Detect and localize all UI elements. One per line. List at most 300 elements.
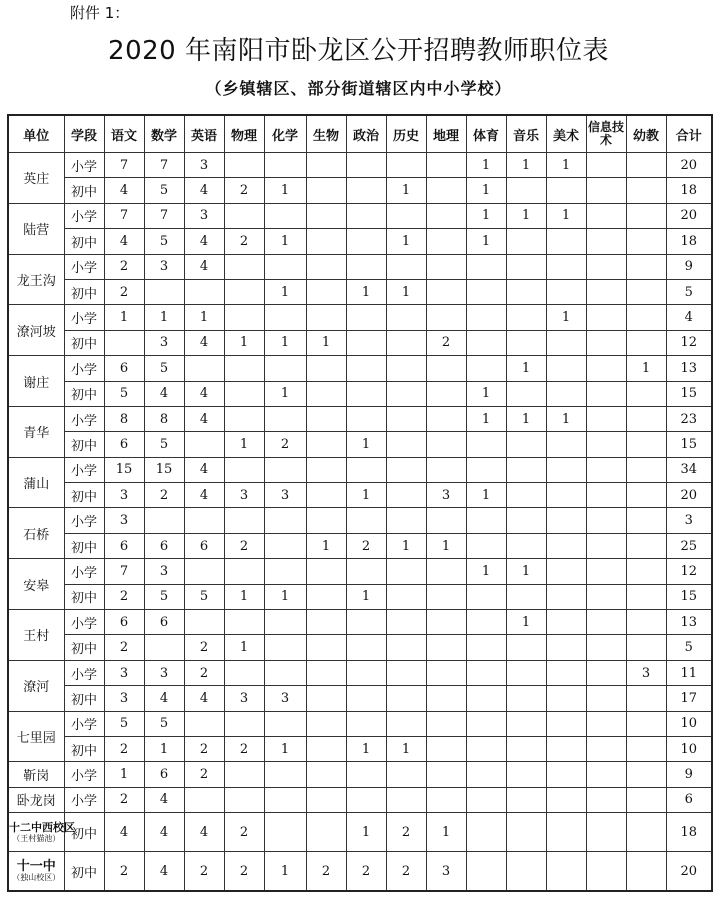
count-cell: 1: [386, 229, 426, 254]
total-cell: 5: [666, 279, 712, 304]
count-cell: [506, 229, 546, 254]
count-cell: [586, 381, 626, 406]
count-cell: 1: [224, 330, 264, 355]
count-cell: [626, 203, 666, 228]
count-cell: [506, 381, 546, 406]
count-cell: [386, 153, 426, 178]
total-cell: 11: [666, 660, 712, 685]
count-cell: [626, 508, 666, 533]
count-cell: 2: [144, 483, 184, 508]
count-cell: 4: [144, 852, 184, 892]
count-cell: [586, 533, 626, 558]
count-cell: [546, 813, 586, 852]
header-cell: 生物: [306, 115, 346, 153]
count-cell: [586, 711, 626, 736]
count-cell: [506, 508, 546, 533]
count-cell: [546, 660, 586, 685]
count-cell: 1: [346, 279, 386, 304]
count-cell: 1: [506, 203, 546, 228]
header-cell: 体育: [466, 115, 506, 153]
count-cell: [224, 508, 264, 533]
count-cell: [346, 229, 386, 254]
count-cell: [346, 457, 386, 482]
table-row: [8, 787, 712, 812]
count-cell: [466, 711, 506, 736]
count-cell: [586, 813, 626, 852]
count-cell: [346, 381, 386, 406]
count-cell: [306, 787, 346, 812]
count-cell: 3: [264, 686, 306, 711]
page-subtitle: （乡镇辖区、部分街道辖区内中小学校）: [205, 79, 512, 98]
count-cell: 6: [144, 533, 184, 558]
count-cell: 2: [224, 229, 264, 254]
count-cell: [306, 584, 346, 609]
count-cell: [466, 330, 506, 355]
total-cell: 25: [666, 533, 712, 558]
header-cell: 物理: [224, 115, 264, 153]
count-cell: 4: [104, 229, 144, 254]
count-cell: [386, 559, 426, 584]
count-cell: 3: [184, 203, 224, 228]
count-cell: [466, 457, 506, 482]
count-cell: 7: [104, 203, 144, 228]
count-cell: [184, 508, 224, 533]
unit-cell: 潦河: [8, 660, 64, 711]
header-cell: 英语: [184, 115, 224, 153]
count-cell: [346, 660, 386, 685]
count-cell: 1: [546, 153, 586, 178]
table-body: [8, 153, 712, 892]
table-row: [8, 635, 712, 660]
total-cell: 10: [666, 711, 712, 736]
table-row: [8, 356, 712, 381]
count-cell: [306, 381, 346, 406]
count-cell: 1: [466, 203, 506, 228]
count-cell: 1: [466, 178, 506, 203]
count-cell: [346, 711, 386, 736]
count-cell: [626, 381, 666, 406]
count-cell: [224, 305, 264, 330]
count-cell: [506, 178, 546, 203]
count-cell: 1: [264, 381, 306, 406]
count-cell: [546, 559, 586, 584]
school-level-cell: 小学: [64, 787, 104, 812]
count-cell: [144, 635, 184, 660]
school-level-cell: 小学: [64, 203, 104, 228]
count-cell: 1: [386, 533, 426, 558]
count-cell: 4: [104, 178, 144, 203]
count-cell: [426, 711, 466, 736]
count-cell: 1: [506, 356, 546, 381]
count-cell: [264, 559, 306, 584]
table-row: [8, 305, 712, 330]
count-cell: 3: [144, 559, 184, 584]
count-cell: 1: [224, 635, 264, 660]
count-cell: 2: [104, 279, 144, 304]
count-cell: [224, 457, 264, 482]
total-cell: 9: [666, 254, 712, 279]
school-level-cell: 初中: [64, 279, 104, 304]
count-cell: 5: [144, 432, 184, 457]
count-cell: 2: [224, 178, 264, 203]
count-cell: [426, 584, 466, 609]
count-cell: 2: [184, 762, 224, 787]
count-cell: [626, 584, 666, 609]
count-cell: 1: [386, 279, 426, 304]
count-cell: 1: [184, 305, 224, 330]
count-cell: 15: [144, 457, 184, 482]
unit-cell: 蒲山: [8, 457, 64, 508]
total-cell: 15: [666, 381, 712, 406]
count-cell: [426, 356, 466, 381]
count-cell: 1: [546, 203, 586, 228]
count-cell: 5: [144, 178, 184, 203]
count-cell: [184, 432, 224, 457]
count-cell: [546, 229, 586, 254]
count-cell: [626, 559, 666, 584]
count-cell: [626, 610, 666, 635]
count-cell: [346, 686, 386, 711]
count-cell: [426, 203, 466, 228]
count-cell: 1: [264, 178, 306, 203]
school-level-cell: 小学: [64, 457, 104, 482]
count-cell: 3: [184, 153, 224, 178]
count-cell: 5: [144, 711, 184, 736]
count-cell: 2: [104, 787, 144, 812]
count-cell: [224, 153, 264, 178]
count-cell: [586, 279, 626, 304]
count-cell: 6: [144, 762, 184, 787]
count-cell: [386, 457, 426, 482]
count-cell: [264, 153, 306, 178]
count-cell: [346, 153, 386, 178]
count-cell: [426, 305, 466, 330]
count-cell: 6: [104, 432, 144, 457]
count-cell: [264, 406, 306, 431]
count-cell: [466, 508, 506, 533]
count-cell: 2: [346, 533, 386, 558]
count-cell: [386, 330, 426, 355]
count-cell: [626, 711, 666, 736]
school-level-cell: 初中: [64, 686, 104, 711]
school-level-cell: 小学: [64, 305, 104, 330]
count-cell: [264, 254, 306, 279]
positions-table: [7, 114, 713, 892]
count-cell: 2: [184, 852, 224, 892]
total-cell: 18: [666, 178, 712, 203]
count-cell: [506, 736, 546, 761]
count-cell: 4: [184, 686, 224, 711]
count-cell: [626, 686, 666, 711]
count-cell: [546, 178, 586, 203]
count-cell: 1: [346, 483, 386, 508]
count-cell: [626, 254, 666, 279]
count-cell: [386, 686, 426, 711]
count-cell: 2: [104, 584, 144, 609]
count-cell: 2: [386, 813, 426, 852]
school-level-cell: 小学: [64, 660, 104, 685]
header-cell: 化学: [264, 115, 306, 153]
count-cell: 1: [224, 432, 264, 457]
count-cell: [264, 813, 306, 852]
count-cell: 1: [466, 559, 506, 584]
count-cell: [306, 279, 346, 304]
count-cell: [586, 736, 626, 761]
count-cell: 2: [104, 852, 144, 892]
school-level-cell: 初中: [64, 852, 104, 892]
count-cell: [264, 457, 306, 482]
school-level-cell: 小学: [64, 508, 104, 533]
header-cell: 政治: [346, 115, 386, 153]
unit-cell: 龙王沟: [8, 254, 64, 305]
count-cell: [506, 813, 546, 852]
header-cell: 信息技术: [586, 115, 626, 153]
count-cell: 1: [506, 153, 546, 178]
count-cell: 7: [144, 203, 184, 228]
count-cell: [224, 787, 264, 812]
count-cell: [426, 660, 466, 685]
count-cell: 4: [104, 813, 144, 852]
count-cell: [386, 787, 426, 812]
unit-campus-note: （独山校区）: [12, 872, 61, 882]
unit-cell: 潦河坡: [8, 305, 64, 356]
school-level-cell: 初中: [64, 736, 104, 761]
count-cell: 4: [144, 686, 184, 711]
table-row: [8, 660, 712, 685]
count-cell: 1: [306, 330, 346, 355]
count-cell: [586, 787, 626, 812]
count-cell: [224, 279, 264, 304]
total-cell: 20: [666, 153, 712, 178]
count-cell: [426, 559, 466, 584]
count-cell: [506, 483, 546, 508]
count-cell: [306, 483, 346, 508]
count-cell: [346, 178, 386, 203]
count-cell: [224, 356, 264, 381]
count-cell: [306, 686, 346, 711]
count-cell: [586, 330, 626, 355]
header-cell: 历史: [386, 115, 426, 153]
count-cell: 1: [264, 584, 306, 609]
total-cell: 20: [666, 483, 712, 508]
count-cell: [506, 432, 546, 457]
count-cell: [426, 762, 466, 787]
count-cell: [466, 787, 506, 812]
total-cell: 12: [666, 559, 712, 584]
count-cell: 2: [184, 635, 224, 660]
count-cell: 1: [144, 736, 184, 761]
count-cell: 3: [626, 660, 666, 685]
count-cell: 7: [104, 559, 144, 584]
count-cell: 1: [104, 305, 144, 330]
count-cell: 2: [184, 660, 224, 685]
count-cell: [546, 356, 586, 381]
table-row: [8, 381, 712, 406]
count-cell: [346, 787, 386, 812]
count-cell: [586, 305, 626, 330]
count-cell: 6: [104, 356, 144, 381]
count-cell: [386, 584, 426, 609]
school-level-cell: 小学: [64, 610, 104, 635]
count-cell: 4: [184, 229, 224, 254]
count-cell: [264, 762, 306, 787]
count-cell: [426, 635, 466, 660]
count-cell: [546, 711, 586, 736]
count-cell: [386, 508, 426, 533]
count-cell: [506, 852, 546, 892]
table-row: [8, 686, 712, 711]
count-cell: 5: [104, 711, 144, 736]
count-cell: 1: [264, 229, 306, 254]
count-cell: [546, 279, 586, 304]
count-cell: 6: [104, 610, 144, 635]
unit-cell: 英庄: [8, 153, 64, 204]
count-cell: [506, 635, 546, 660]
header-cell: 美术: [546, 115, 586, 153]
count-cell: [546, 254, 586, 279]
count-cell: [306, 610, 346, 635]
count-cell: 4: [184, 178, 224, 203]
count-cell: 3: [144, 254, 184, 279]
count-cell: 2: [386, 852, 426, 892]
count-cell: 5: [184, 584, 224, 609]
count-cell: [506, 533, 546, 558]
count-cell: 1: [506, 559, 546, 584]
count-cell: [346, 203, 386, 228]
count-cell: 4: [144, 787, 184, 812]
count-cell: [184, 610, 224, 635]
count-cell: 1: [426, 813, 466, 852]
total-cell: 3: [666, 508, 712, 533]
count-cell: [466, 356, 506, 381]
table-row: [8, 610, 712, 635]
count-cell: [426, 178, 466, 203]
count-cell: 1: [264, 736, 306, 761]
total-cell: 15: [666, 584, 712, 609]
count-cell: 4: [144, 381, 184, 406]
count-cell: [506, 457, 546, 482]
count-cell: [184, 279, 224, 304]
count-cell: 2: [224, 813, 264, 852]
count-cell: [626, 736, 666, 761]
count-cell: 7: [144, 153, 184, 178]
table-row: [8, 508, 712, 533]
count-cell: 1: [546, 406, 586, 431]
count-cell: 1: [346, 736, 386, 761]
count-cell: 15: [104, 457, 144, 482]
count-cell: [626, 279, 666, 304]
total-cell: 20: [666, 852, 712, 892]
count-cell: 2: [224, 852, 264, 892]
table-row: [8, 762, 712, 787]
count-cell: 1: [546, 305, 586, 330]
count-cell: [386, 203, 426, 228]
count-cell: [306, 356, 346, 381]
total-cell: 5: [666, 635, 712, 660]
table-row: [8, 229, 712, 254]
count-cell: 2: [306, 852, 346, 892]
header-cell: 单位: [8, 115, 64, 153]
count-cell: [546, 686, 586, 711]
school-level-cell: 初中: [64, 483, 104, 508]
count-cell: [386, 762, 426, 787]
count-cell: [546, 432, 586, 457]
count-cell: [546, 762, 586, 787]
header-cell: 合计: [666, 115, 712, 153]
count-cell: [586, 762, 626, 787]
count-cell: [346, 330, 386, 355]
count-cell: [546, 457, 586, 482]
school-level-cell: 小学: [64, 356, 104, 381]
count-cell: [546, 508, 586, 533]
count-cell: [426, 229, 466, 254]
count-cell: [346, 635, 386, 660]
count-cell: [264, 356, 306, 381]
count-cell: [586, 508, 626, 533]
count-cell: [306, 457, 346, 482]
school-level-cell: 小学: [64, 559, 104, 584]
table-row: [8, 559, 712, 584]
count-cell: [466, 279, 506, 304]
count-cell: [346, 254, 386, 279]
count-cell: [306, 254, 346, 279]
count-cell: [346, 406, 386, 431]
count-cell: 4: [184, 406, 224, 431]
count-cell: [466, 610, 506, 635]
count-cell: 3: [426, 852, 466, 892]
count-cell: 6: [184, 533, 224, 558]
unit-cell: 靳岗: [8, 762, 64, 787]
count-cell: 2: [346, 852, 386, 892]
count-cell: [546, 736, 586, 761]
total-cell: 4: [666, 305, 712, 330]
count-cell: 8: [104, 406, 144, 431]
count-cell: [586, 457, 626, 482]
total-cell: 13: [666, 356, 712, 381]
total-cell: 13: [666, 610, 712, 635]
count-cell: [426, 254, 466, 279]
count-cell: 3: [144, 330, 184, 355]
header-cell: 幼教: [626, 115, 666, 153]
unit-cell: 谢庄: [8, 356, 64, 407]
count-cell: 3: [224, 483, 264, 508]
unit-cell: 陆营: [8, 203, 64, 254]
count-cell: [346, 610, 386, 635]
count-cell: [626, 305, 666, 330]
count-cell: [586, 660, 626, 685]
count-cell: 5: [144, 584, 184, 609]
count-cell: [626, 153, 666, 178]
count-cell: [386, 660, 426, 685]
count-cell: [426, 686, 466, 711]
count-cell: 4: [144, 813, 184, 852]
count-cell: 1: [264, 279, 306, 304]
count-cell: [224, 254, 264, 279]
count-cell: 2: [224, 533, 264, 558]
count-cell: 5: [144, 229, 184, 254]
count-cell: [264, 533, 306, 558]
school-level-cell: 初中: [64, 432, 104, 457]
count-cell: [386, 635, 426, 660]
count-cell: 1: [306, 533, 346, 558]
header-cell: 地理: [426, 115, 466, 153]
count-cell: 3: [264, 483, 306, 508]
count-cell: [466, 432, 506, 457]
count-cell: [426, 153, 466, 178]
unit-cell: 安皋: [8, 559, 64, 610]
count-cell: [586, 559, 626, 584]
count-cell: [144, 279, 184, 304]
